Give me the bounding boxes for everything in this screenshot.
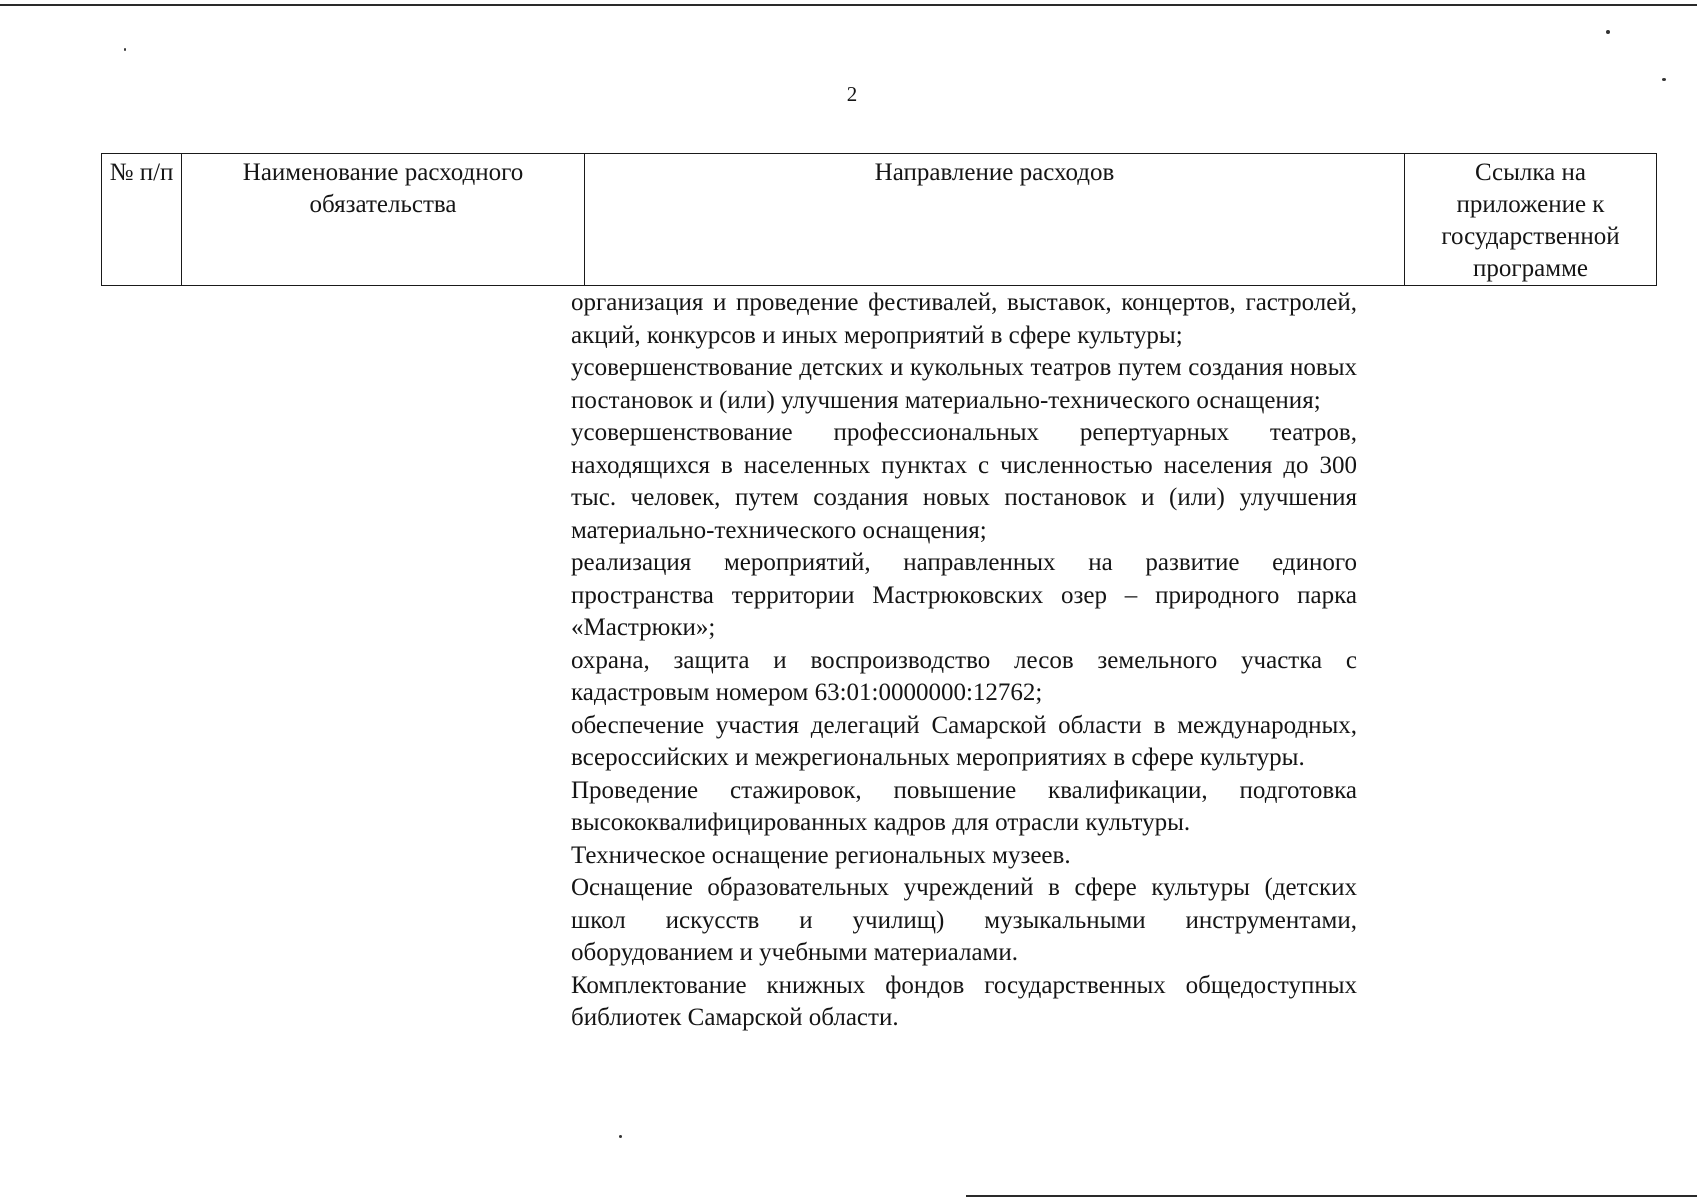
expense-directions-list <box>571 287 1357 1035</box>
list-item: усовершенствование детских и кукольных театров путем создания новых постановок и (или) улучшения материально-технического оснащения; <box>571 354 1357 414</box>
list-item: охрана, защита и воспроизводство лесов земельного участка с кадастровым номером 63:01:0000000:12762; <box>571 646 1357 706</box>
list-item: Техническое оснащение региональных музеев. <box>571 841 1071 869</box>
header-cell-program-reference: Ссылка на приложение к государственной программе <box>1405 154 1657 286</box>
list-item: реализация мероприятий, направленных на развитие единого пространства территории Мастрюковских озер – природного парка «Мастрюки»; <box>571 549 1357 641</box>
header-cell-number: № п/п <box>102 154 182 286</box>
expense-table-header <box>101 153 1657 286</box>
list-item: обеспечение участия делегаций Самарской области в международных, всероссийских и межрегиональных мероприятиях в сфере культуры. <box>571 711 1357 771</box>
list-item: Оснащение образовательных учреждений в сфере культуры (детских школ искусств и училищ) музыкальными инструментами, оборудованием и учебными материалами. <box>571 874 1357 966</box>
scan-border-top <box>0 4 1697 6</box>
header-cell-expense-direction: Направление расходов <box>585 154 1405 286</box>
scan-speck <box>124 48 126 51</box>
scan-speck <box>1606 30 1610 34</box>
scan-speck <box>619 1135 622 1138</box>
list-item: усовершенствование профессиональных репертуарных театров, находящихся в населенных пунктах с численностью населения до 300 тыс. человек, путем создания новых постановок и (или) улучшения материально-технического оснащения; <box>571 419 1357 544</box>
list-item: Проведение стажировок, повышение квалификации, подготовка высококвалифицированных кадров для отрасли культуры. <box>571 776 1357 836</box>
header-cell-obligation-name: Наименование расходного обязательства <box>182 154 585 286</box>
page-number: 2 <box>846 82 858 106</box>
scan-speck <box>1662 78 1666 81</box>
list-item: Комплектование книжных фондов государственных общедоступных библиотек Самарской области. <box>571 971 1357 1031</box>
scan-border-bottom <box>966 1195 1697 1197</box>
table-header-row <box>102 154 1657 286</box>
list-item: организация и проведение фестивалей, выставок, концертов, гастролей, акций, конкурсов и иных мероприятий в сфере культуры; <box>571 289 1357 349</box>
